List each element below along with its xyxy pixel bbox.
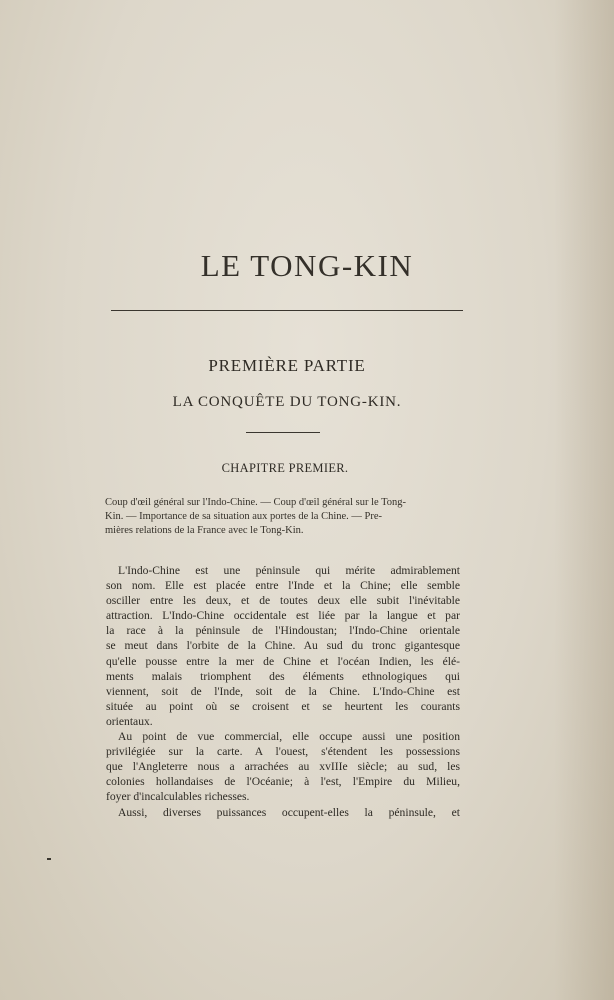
part-title: PREMIÈRE PARTIE [208,356,366,375]
body-line: viennent, soit de l'Inde, soit de la Chine. L'Indo-Chine est [106,684,460,698]
body-line: Au point de vue commercial, elle occupe aussi une position [118,730,460,744]
body-line: osciller entre les deux, et de toutes deux elle subit l'inévitable [106,594,460,608]
body-text [106,563,460,820]
body-line: foyer d'incalculables richesses. [106,790,250,804]
body-line: colonies hollandaises de l'Océanie; à l'est, l'Empire du Milieu, [106,775,460,789]
section-rule [246,432,320,433]
body-line: que l'Angleterre nous a arrachées au xvIIIe siècle; au sud, les [106,760,460,774]
page-edge-shadow [554,0,614,1000]
chapter-title: CHAPITRE PREMIER. [221,461,349,475]
body-line: située au point où se croisent et se heurtent les courants [106,699,460,713]
summary-line: Coup d'œil général sur l'Indo-Chine. — Coup d'œil général sur le Tong- [105,497,407,508]
body-line: L'Indo-Chine est une péninsule qui mérite admirablement [118,564,460,577]
body-line: qu'elle pousse entre la mer de Chine et l'océan Indien, les élé- [106,654,460,668]
body-line: Aussi, diverses puissances occupent-elles la péninsule, et [118,805,460,819]
body-line: attraction. L'Indo-Chine occidentale est liée par la langue et par [106,609,460,623]
book-title: LE TONG-KIN [200,248,414,283]
body-line: son nom. Elle est placée entre l'Inde et la Chine; elle semble [106,579,460,593]
body-line: orientaux. [106,714,153,728]
body-line: la race à la péninsule de l'Hindoustan; l'Indo-Chine orientale [106,624,460,638]
ink-speck [47,858,51,860]
body-line: se meut dans l'orbite de la Chine. Au sud du tronc gigantesque [106,639,460,653]
body-line: ments malais triomphent des éléments ethnologiques qui [106,669,460,683]
body-line: privilégiée sur la carte. A l'ouest, s'étendent les possessions [106,745,460,759]
chapter-summary [105,496,463,538]
summary-line: mières relations de la France avec le Tong-Kin. [105,525,304,536]
title-rule [111,310,463,311]
part-subtitle: LA CONQUÊTE DU TONG-KIN. [172,394,402,410]
summary-line: Kin. — Importance de sa situation aux portes de la Chine. — Pre- [105,511,383,522]
